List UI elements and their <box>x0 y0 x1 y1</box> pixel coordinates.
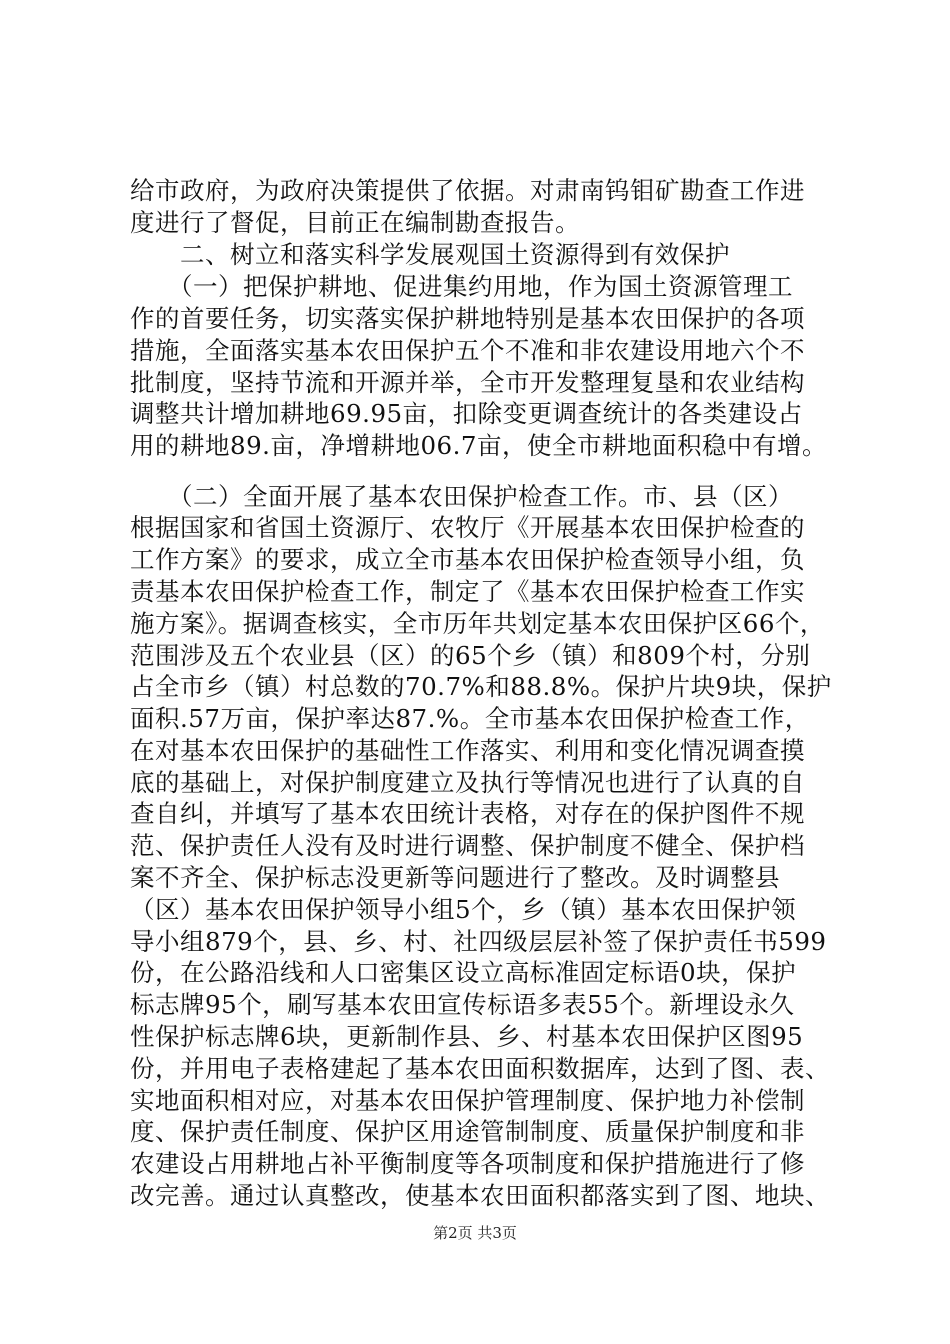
text-line: （区）基本农田保护领导小组5个，乡（镇）基本农田保护领 <box>130 895 797 924</box>
text-line: 措施，全面落实基本农田保护五个不准和非农建设用地六个不 <box>130 336 805 365</box>
text-line: 份，并用电子表格建起了基本农田面积数据库，达到了图、表、 <box>130 1054 830 1083</box>
page-footer: 第2页 共3页 <box>433 1224 517 1242</box>
text-line: 施方案》。据调查核实，全市历年共划定基本农田保护区66个， <box>130 609 825 638</box>
text-line: 性保护标志牌6块，更新制作县、乡、村基本农田保护区图95 <box>130 1022 804 1051</box>
text-line: 作的首要任务，切实落实保护耕地特别是基本农田保护的各项 <box>130 304 805 333</box>
text-line: 度、保护责任制度、保护区用途管制制度、质量保护制度和非 <box>130 1117 805 1146</box>
section-heading: 二、树立和落实科学发展观国土资源得到有效保护 <box>180 240 730 269</box>
text-line: 度进行了督促，目前正在编制勘查报告。 <box>130 208 580 237</box>
text-line: 用的耕地89.亩，净增耕地06.7亩，使全市耕地面积稳中有增。 <box>130 431 828 460</box>
text-line: 根据国家和省国土资源厅、农牧厅《开展基本农田保护检查的 <box>130 513 805 542</box>
text-line: 工作方案》的要求，成立全市基本农田保护检查领导小组，负 <box>130 545 805 574</box>
text-line: 改完善。通过认真整改，使基本农田面积都落实到了图、地块、 <box>130 1181 830 1210</box>
text-line: 份，在公路沿线和人口密集区设立高标准固定标语0块，保护 <box>130 958 797 987</box>
text-line: 农建设占用耕地占补平衡制度等各项制度和保护措施进行了修 <box>130 1149 805 1178</box>
text-line: （一）把保护耕地、促进集约用地，作为国土资源管理工 <box>168 272 793 301</box>
text-line: 给市政府，为政府决策提供了依据。对肃南钨钼矿勘查工作进 <box>130 176 805 205</box>
text-line: 范围涉及五个农业县（区）的65个乡（镇）和809个村，分别 <box>130 641 811 670</box>
text-line: 调整共计增加耕地69.95亩，扣除变更调查统计的各类建设占 <box>130 399 803 428</box>
text-line: 责基本农田保护检查工作，制定了《基本农田保护检查工作实 <box>130 577 805 606</box>
text-line: 导小组879个，县、乡、村、社四级层层补签了保护责任书599 <box>130 927 827 956</box>
text-line: 查自纠，并填写了基本农田统计表格，对存在的保护图件不规 <box>130 799 805 828</box>
text-line: 批制度，坚持节流和开源并举，全市开发整理复垦和农业结构 <box>130 368 805 397</box>
text-line: 在对基本农田保护的基础性工作落实、利用和变化情况调查摸 <box>130 736 805 765</box>
text-line: 实地面积相对应，对基本农田保护管理制度、保护地力补偿制 <box>130 1086 805 1115</box>
text-line: （二）全面开展了基本农田保护检查工作。市、县（区） <box>168 482 793 511</box>
text-line: 案不齐全、保护标志没更新等问题进行了整改。及时调整县 <box>130 863 780 892</box>
text-line: 占全市乡（镇）村总数的70.7%和88.8%。保护片块9块，保护 <box>130 672 832 701</box>
text-line: 面积.57万亩，保护率达87.%。全市基本农田保护检查工作， <box>130 704 810 733</box>
text-line: 底的基础上，对保护制度建立及执行等情况也进行了认真的自 <box>130 768 805 797</box>
text-line: 标志牌95个，刷写基本农田宣传标语多表55个。新埋设永久 <box>130 990 795 1019</box>
text-line: 范、保护责任人没有及时进行调整、保护制度不健全、保护档 <box>130 831 805 860</box>
